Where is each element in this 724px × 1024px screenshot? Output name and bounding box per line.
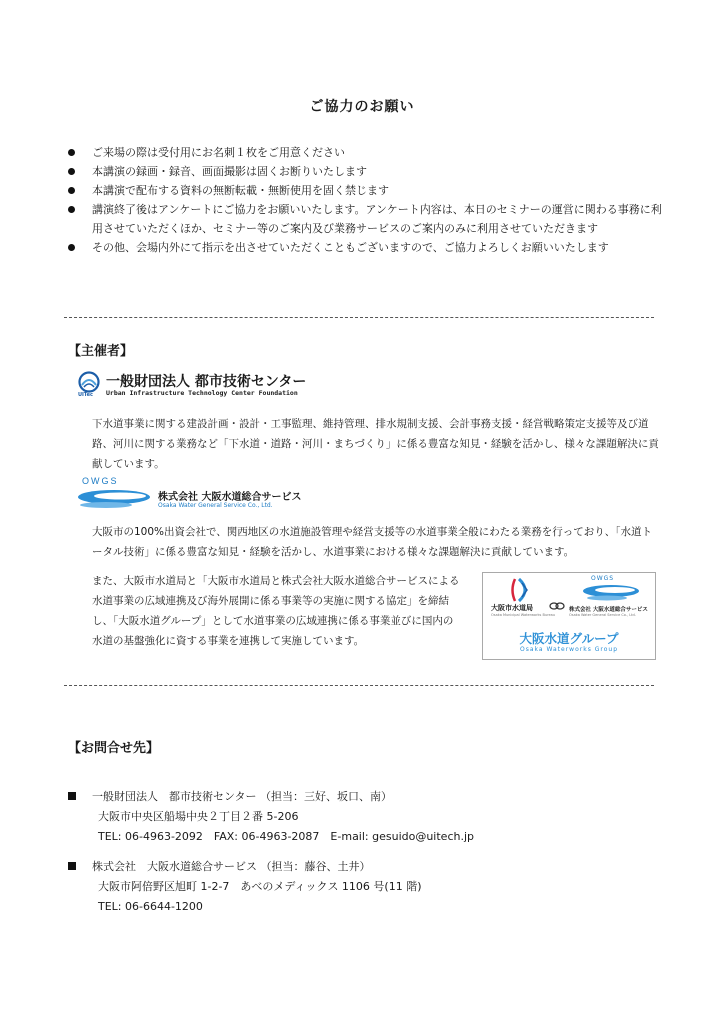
uitec-description: 下水道事業に関する建設計画・設計・工事監理、維持管理、排水規制支援、会計事務支援・経営戦略策定支援等及び道路、河川に関する業務など「下水道・道路・河川・まちづくり」に係る豊富な知見・経験を活かし、様々な課題解決に貢献しています。 bbox=[92, 418, 659, 470]
group-description: また、大阪市水道局と「大阪市水道局と株式会社大阪水道総合サービスによる水道事業の広域連携及び海外展開に係る事業等の実施に関する協定」を締結し、「大阪水道グループ」として水道事業の広域連携に係る事業並びに国内の水道の基盤強化に資する事業を連携して実施しています。 bbox=[92, 575, 460, 647]
request-text: 講演終了後はアンケートにご協力をお願いいたします。アンケート内容は、本日のセミナーの運営に関わる事務に利用させていただくほか、セミナー等のご案内及び業務サービスのご案内のみに利用させていただきます bbox=[92, 203, 662, 235]
divider bbox=[64, 685, 654, 686]
contact-address: 大阪市中央区船場中央２丁目２番 5-206 bbox=[98, 810, 299, 823]
request-text: ご来場の際は受付用にお名刺１枚をご用意ください bbox=[92, 146, 345, 159]
contact-org: 株式会社 大阪水道総合サービス （担当：藤谷、土井） bbox=[92, 860, 371, 873]
contact-label: 【お問合せ先】 bbox=[68, 741, 160, 756]
uitec-emblem-icon bbox=[78, 371, 104, 393]
osaka-bureau-name: 大阪市水道局 bbox=[491, 604, 533, 612]
bullet-icon bbox=[68, 187, 75, 194]
uitec-logo bbox=[78, 371, 378, 401]
request-text: その他、会場内外にて指示を出させていただくこともございますので、ご協力よろしくお願いいたします bbox=[92, 241, 609, 254]
contact-address: 大阪市阿倍野区旭町 1-2-7 あべのメディックス 1106 号(11 階) bbox=[98, 880, 422, 893]
osaka-bureau-english: Osaka Municipal Waterworks Bureau bbox=[491, 613, 555, 617]
request-text: 本講演で配布する資料の無断転載・無断使用を固く禁じます bbox=[92, 184, 389, 197]
osaka-bureau-emblem-icon bbox=[509, 577, 533, 603]
square-bullet-icon bbox=[68, 862, 76, 870]
square-bullet-icon bbox=[68, 792, 76, 800]
divider bbox=[64, 317, 654, 318]
owgs-english-name: Osaka Water General Service Co., Ltd. bbox=[158, 502, 273, 509]
uitec-name: 一般財団法人 都市技術センター bbox=[106, 374, 307, 390]
owgs-name: 株式会社 大阪水道総合サービス bbox=[158, 492, 302, 503]
list-item bbox=[68, 200, 668, 238]
group-owgs-tag: OWGS bbox=[591, 575, 615, 582]
group-owgs-english: Osaka Water General Service Co., Ltd. bbox=[569, 613, 636, 617]
group-owgs-wave-icon bbox=[581, 584, 641, 602]
osaka-waterworks-group-logo bbox=[482, 572, 656, 660]
bullet-icon bbox=[68, 244, 75, 251]
bullet-icon bbox=[68, 149, 75, 156]
group-name: 大阪水道グループ bbox=[519, 631, 619, 646]
request-list bbox=[68, 143, 668, 257]
list-item bbox=[68, 162, 668, 181]
uitec-english-name: Urban Infrastructure Technology Center Foundation bbox=[106, 389, 298, 397]
request-title: ご協力のお願い bbox=[309, 99, 415, 115]
list-item bbox=[68, 181, 668, 200]
bullet-icon bbox=[68, 206, 75, 213]
contact-block-uitec bbox=[68, 787, 668, 847]
list-item bbox=[68, 143, 668, 162]
owgs-description: 大阪市の100%出資会社で、関西地区の水道施設管理や経営支援等の水道事業全般にわたる業務を行っており、「水道トータル技術」に係る豊富な知見・経験を活かし、水道事業における様々な課題解決に貢献しています。 bbox=[92, 526, 653, 558]
owgs-logo-tag: OWGS bbox=[82, 476, 119, 486]
list-item bbox=[68, 238, 668, 257]
contact-block-owgs bbox=[68, 857, 668, 917]
group-english-name: Osaka Waterworks Group bbox=[519, 646, 619, 653]
link-icon bbox=[549, 601, 565, 611]
contact-phone: TEL: 06-4963-2092 FAX: 06-4963-2087 E-mail: gesuido@uitech.jp bbox=[98, 830, 475, 843]
contact-org: 一般財団法人 都市技術センター （担当：三好、坂口、南） bbox=[92, 790, 393, 803]
organizers-label: 【主催者】 bbox=[68, 344, 134, 359]
owgs-logo bbox=[76, 476, 336, 516]
bullet-icon bbox=[68, 168, 75, 175]
request-text: 本講演の録画・録音、画面撮影は固くお断りいたします bbox=[92, 165, 367, 178]
contact-phone: TEL: 06-6644-1200 bbox=[98, 900, 203, 913]
group-owgs-name: 株式会社 大阪水道総合サービス bbox=[569, 607, 648, 613]
owgs-wave-icon bbox=[76, 488, 156, 510]
uitec-logo-tag: UITec bbox=[78, 392, 94, 398]
